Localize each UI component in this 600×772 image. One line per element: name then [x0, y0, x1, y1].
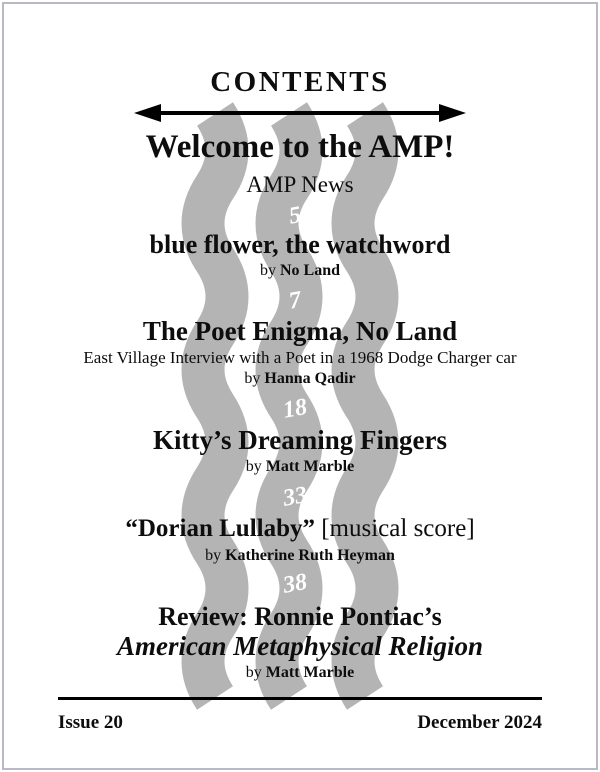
byline-prefix: by	[245, 664, 262, 681]
issue-label: Issue 20	[58, 712, 123, 733]
author-name: No Land	[279, 262, 341, 279]
toc-entry	[0, 425, 600, 476]
toc-entry-byline	[0, 663, 600, 682]
author-name: Matt Marble	[265, 458, 355, 475]
author-name: Katherine Ruth Heyman	[225, 547, 395, 564]
byline-prefix: by	[245, 458, 262, 475]
page-number: 38	[281, 568, 310, 599]
toc-entry	[0, 230, 600, 280]
title-quoted: “Dorian Lullaby”	[125, 515, 315, 542]
toc-entry-title: The Poet Enigma, No Land	[142, 316, 458, 346]
byline-prefix: by	[244, 370, 261, 387]
toc-entry-byline	[0, 546, 600, 565]
toc-entry-title-line1: Review: Ronnie Pontiac’s	[158, 602, 442, 631]
page-number: 33	[281, 481, 310, 512]
toc-entry-byline	[0, 261, 600, 280]
page-footer	[58, 697, 542, 734]
double-headed-arrow-icon	[0, 100, 600, 126]
double-arrow-divider	[0, 100, 600, 126]
toc-entry	[0, 514, 600, 565]
toc-entry-title: blue flower, the watchword	[149, 230, 451, 259]
toc-entry	[0, 316, 600, 388]
toc-entry-title-line2: American Metaphysical Religion	[116, 631, 483, 661]
welcome-subtitle: AMP News	[246, 172, 354, 197]
title-annotation: [musical score]	[321, 515, 475, 542]
page-number: 18	[281, 393, 310, 424]
toc-entry-title	[0, 514, 600, 543]
toc-entry-byline	[0, 457, 600, 476]
contents-title: CONTENTS	[210, 66, 390, 98]
arrowhead-left	[134, 104, 161, 122]
author-name: Matt Marble	[265, 664, 355, 681]
page-number: 7	[286, 287, 304, 315]
toc-entry	[0, 602, 600, 682]
arrowhead-right	[439, 104, 466, 122]
byline-prefix: by	[205, 547, 222, 564]
welcome-heading: Welcome to the AMP!	[145, 129, 455, 165]
author-name: Hanna Qadir	[264, 370, 356, 387]
toc-entry-title: Kitty’s Dreaming Fingers	[153, 425, 447, 455]
page-number: 5	[286, 202, 304, 230]
date-label: December 2024	[417, 712, 542, 733]
toc-entry-byline	[0, 369, 600, 388]
byline-prefix: by	[259, 262, 276, 279]
toc-entry-subtitle: East Village Interview with a Poet in a 1968 Dodge Charger car	[83, 348, 517, 367]
